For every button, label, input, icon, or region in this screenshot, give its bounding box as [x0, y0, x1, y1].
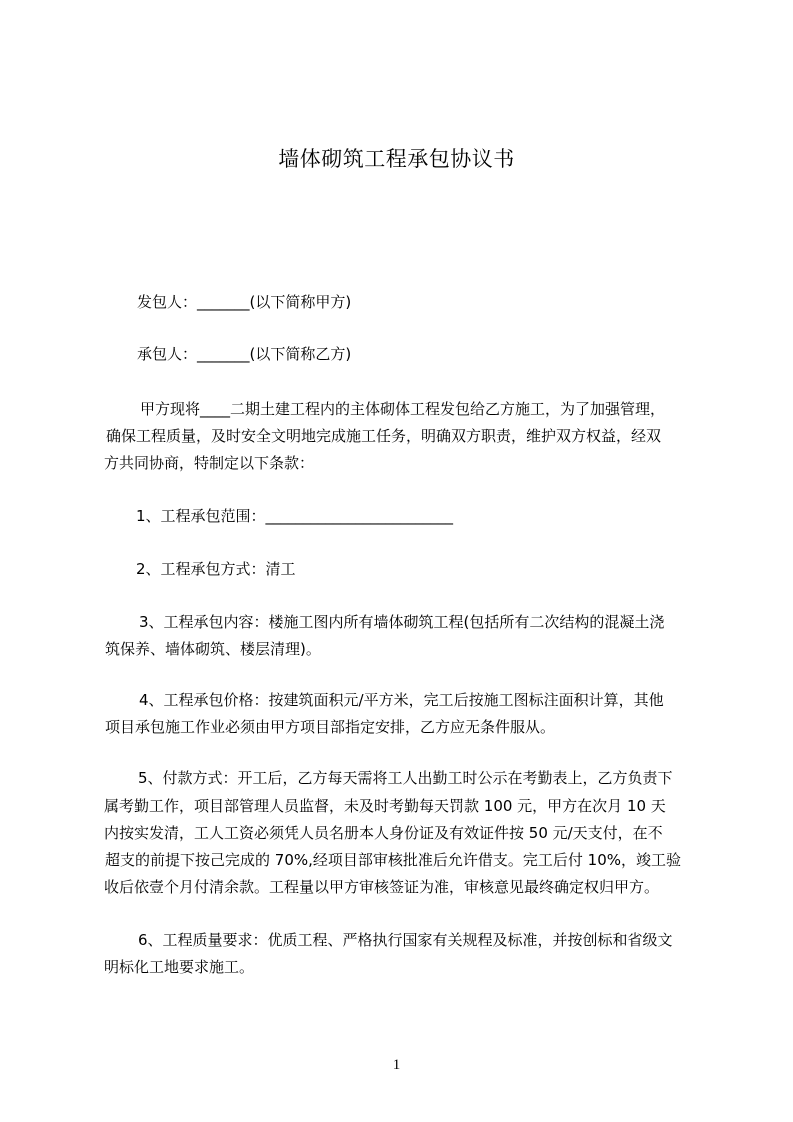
- clause-3-line-2: 筑保养、墙体砌筑、楼层清理)。: [105, 640, 321, 658]
- clause-4-line-1: 4、工程承包价格：按建筑面积元/平方米，完工后按施工图标注面积计算，其他: [139, 691, 664, 709]
- party-a-line: 发包人：_______(以下简称甲方): [137, 293, 352, 311]
- clause-5-line-4: 超支的前提下按己完成的 70%,经项目部审核批准后允许借支。完工后付 10%，竣工验: [105, 851, 681, 869]
- clause-5-line-5: 收后依壹个月付清余款。工程量以甲方审核签证为准，审核意见最终确定权归甲方。: [104, 878, 660, 896]
- clause-5-line-1: 5、付款方式：开工后，乙方每天需将工人出勤工时公示在考勤表上，乙方负责下: [138, 769, 673, 787]
- clause-2: 2、工程承包方式：清工: [136, 560, 296, 578]
- clause-1: 1、工程承包范围：_________________________: [136, 507, 454, 525]
- clause-5-line-3: 内按实发清，工人工资必须凭人员名册本人身份证及有效证件按 50 元/天支付，在不: [104, 824, 663, 842]
- party-b-line: 承包人：_______(以下简称乙方): [137, 345, 352, 363]
- intro-line-2: 确保工程质量，及时安全文明地完成施工任务，明确双方职责，维护双方权益，经双: [106, 427, 662, 445]
- clause-4-line-2: 项目承包施工作业必须由甲方项目部指定安排，乙方应无条件服从。: [105, 718, 556, 736]
- page-number: 1: [392, 1057, 401, 1073]
- document-title: 墙体砌筑工程承包协议书: [278, 147, 515, 171]
- clause-6-line-1: 6、工程质量要求：优质工程、严格执行国家有关规程及标准，并按创标和省级文: [138, 931, 673, 949]
- clause-5-line-2: 属考勤工作，项目部管理人员监督，未及时考勤每天罚款 100 元，甲方在次月 10 天: [104, 797, 666, 815]
- intro-line-3: 方共同协商，特制定以下条款：: [104, 454, 315, 472]
- clause-6-line-2: 明标化工地要求施工。: [104, 958, 255, 976]
- intro-line-1: 甲方现将____二期土建工程内的主体砌体工程发包给乙方施工，为了加强管理，: [140, 400, 666, 418]
- clause-3-line-1: 3、工程承包内容：楼施工图内所有墙体砌筑工程(包括所有二次结构的混凝土浇: [139, 613, 665, 631]
